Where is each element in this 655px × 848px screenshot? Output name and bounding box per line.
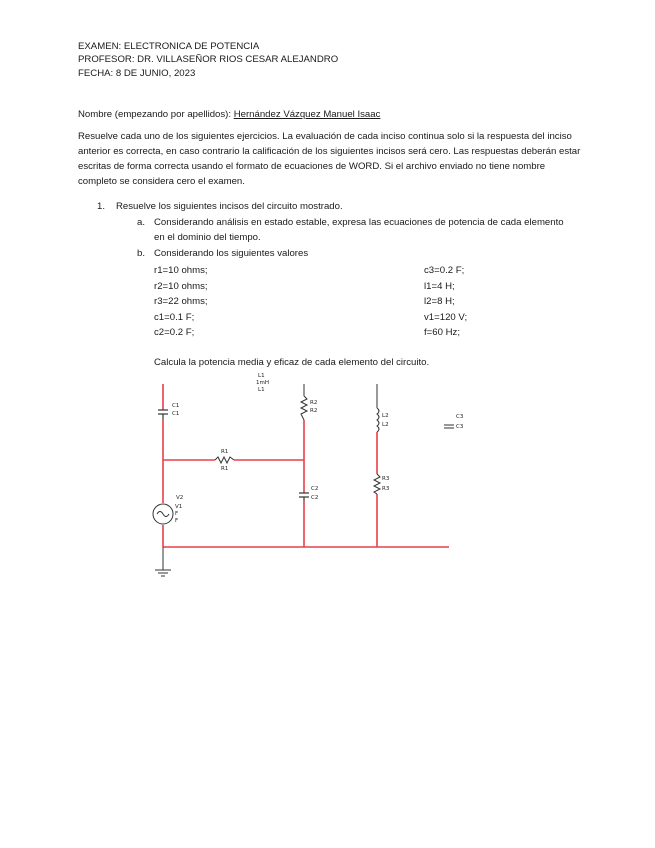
label-v2: V2 bbox=[176, 495, 184, 501]
label-c2: C2 bbox=[311, 486, 319, 492]
value-r1: r1=10 ohms; bbox=[154, 265, 208, 276]
label-r2-ref: R2 bbox=[310, 408, 318, 414]
label-c2-ref: C2 bbox=[311, 495, 319, 501]
label-r1-ref: R1 bbox=[221, 466, 229, 472]
label-c3-ref: C3 bbox=[456, 424, 464, 430]
label-v1: V1 bbox=[175, 504, 183, 510]
label-l2: L2 bbox=[382, 413, 389, 419]
value-r3: r3=22 ohms; bbox=[154, 296, 208, 307]
label-l1: L1 bbox=[258, 373, 265, 379]
circuit-wires bbox=[163, 384, 449, 547]
component-leads bbox=[163, 384, 377, 570]
student-name: Hernández Vázquez Manuel Isaac bbox=[233, 109, 381, 120]
label-v1-phase: F bbox=[175, 518, 179, 524]
calc-instruction: Calcula la potencia media y eficaz de cada elemento del circuito. bbox=[154, 357, 430, 368]
item-a-letter: a. bbox=[137, 217, 146, 228]
label-r3: R3 bbox=[382, 476, 390, 482]
label-r1: R1 bbox=[221, 449, 229, 455]
ground-icon bbox=[155, 570, 171, 576]
student-name-label: Nombre (empezando por apellidos): bbox=[78, 109, 234, 120]
professor-line: PROFESOR: DR. VILLASEÑOR RIOS CESAR ALEJANDRO bbox=[78, 54, 339, 65]
label-l1-value: 1mH bbox=[256, 380, 269, 386]
capacitor-c1-symbol bbox=[158, 410, 168, 419]
label-v1-freq: F bbox=[175, 511, 179, 517]
value-l2: l2=8 H; bbox=[424, 296, 455, 307]
value-c3: c3=0.2 F; bbox=[424, 265, 465, 276]
value-c2: c2=0.2 F; bbox=[154, 327, 195, 338]
question-1-text: Resuelve los siguientes incisos del circuito mostrado. bbox=[116, 201, 343, 212]
exam-title: EXAMEN: ELECTRONICA DE POTENCIA bbox=[78, 41, 260, 52]
label-l1-ref: L1 bbox=[258, 387, 265, 393]
resistor-r2-symbol bbox=[301, 396, 307, 420]
label-r2: R2 bbox=[310, 400, 318, 406]
label-c1: C1 bbox=[172, 403, 180, 409]
label-c3: C3 bbox=[456, 414, 464, 420]
value-r2: r2=10 ohms; bbox=[154, 280, 208, 292]
capacitor-c2-symbol bbox=[299, 493, 309, 501]
label-c1-ref: C1 bbox=[172, 411, 180, 417]
resistor-r3-symbol bbox=[374, 474, 380, 494]
capacitor-c3-symbol bbox=[444, 425, 454, 428]
resistor-r1-symbol bbox=[215, 457, 234, 463]
item-b-letter: b. bbox=[137, 248, 146, 259]
question-1-number: 1. bbox=[97, 201, 106, 212]
value-f: f=60 Hz; bbox=[424, 327, 460, 338]
item-b-text: Considerando los siguientes valores bbox=[154, 248, 309, 259]
value-l1: l1=4 H; bbox=[424, 280, 455, 292]
instructions-text: Resuelve cada uno de los siguientes ejercicios. La evaluación de cada inciso continua solo si la respuesta del inciso anterior es correcta, en caso contrario la calificación de los siguientes incisos será cero. Las respuestas deberán estar escritas de forma correcta usando el formato de ecuaciones de WORD. Si el archivo enviado no tiene nombre completo se considera cero el examen. bbox=[78, 131, 581, 187]
label-r3-ref: R3 bbox=[382, 486, 390, 492]
date-line: FECHA: 8 DE JUNIO, 2023 bbox=[78, 68, 196, 79]
ac-source-v1-symbol bbox=[153, 504, 173, 524]
inductor-l2-symbol bbox=[377, 408, 379, 432]
value-v1: v1=120 V; bbox=[424, 311, 468, 323]
value-c1: c1=0.1 F; bbox=[154, 311, 195, 323]
item-a-text: Considerando análisis en estado estable, expresa las ecuaciones de potencia de cada elemento en el dominio del tiempo. bbox=[154, 217, 564, 243]
label-l2-ref: L2 bbox=[382, 422, 389, 428]
